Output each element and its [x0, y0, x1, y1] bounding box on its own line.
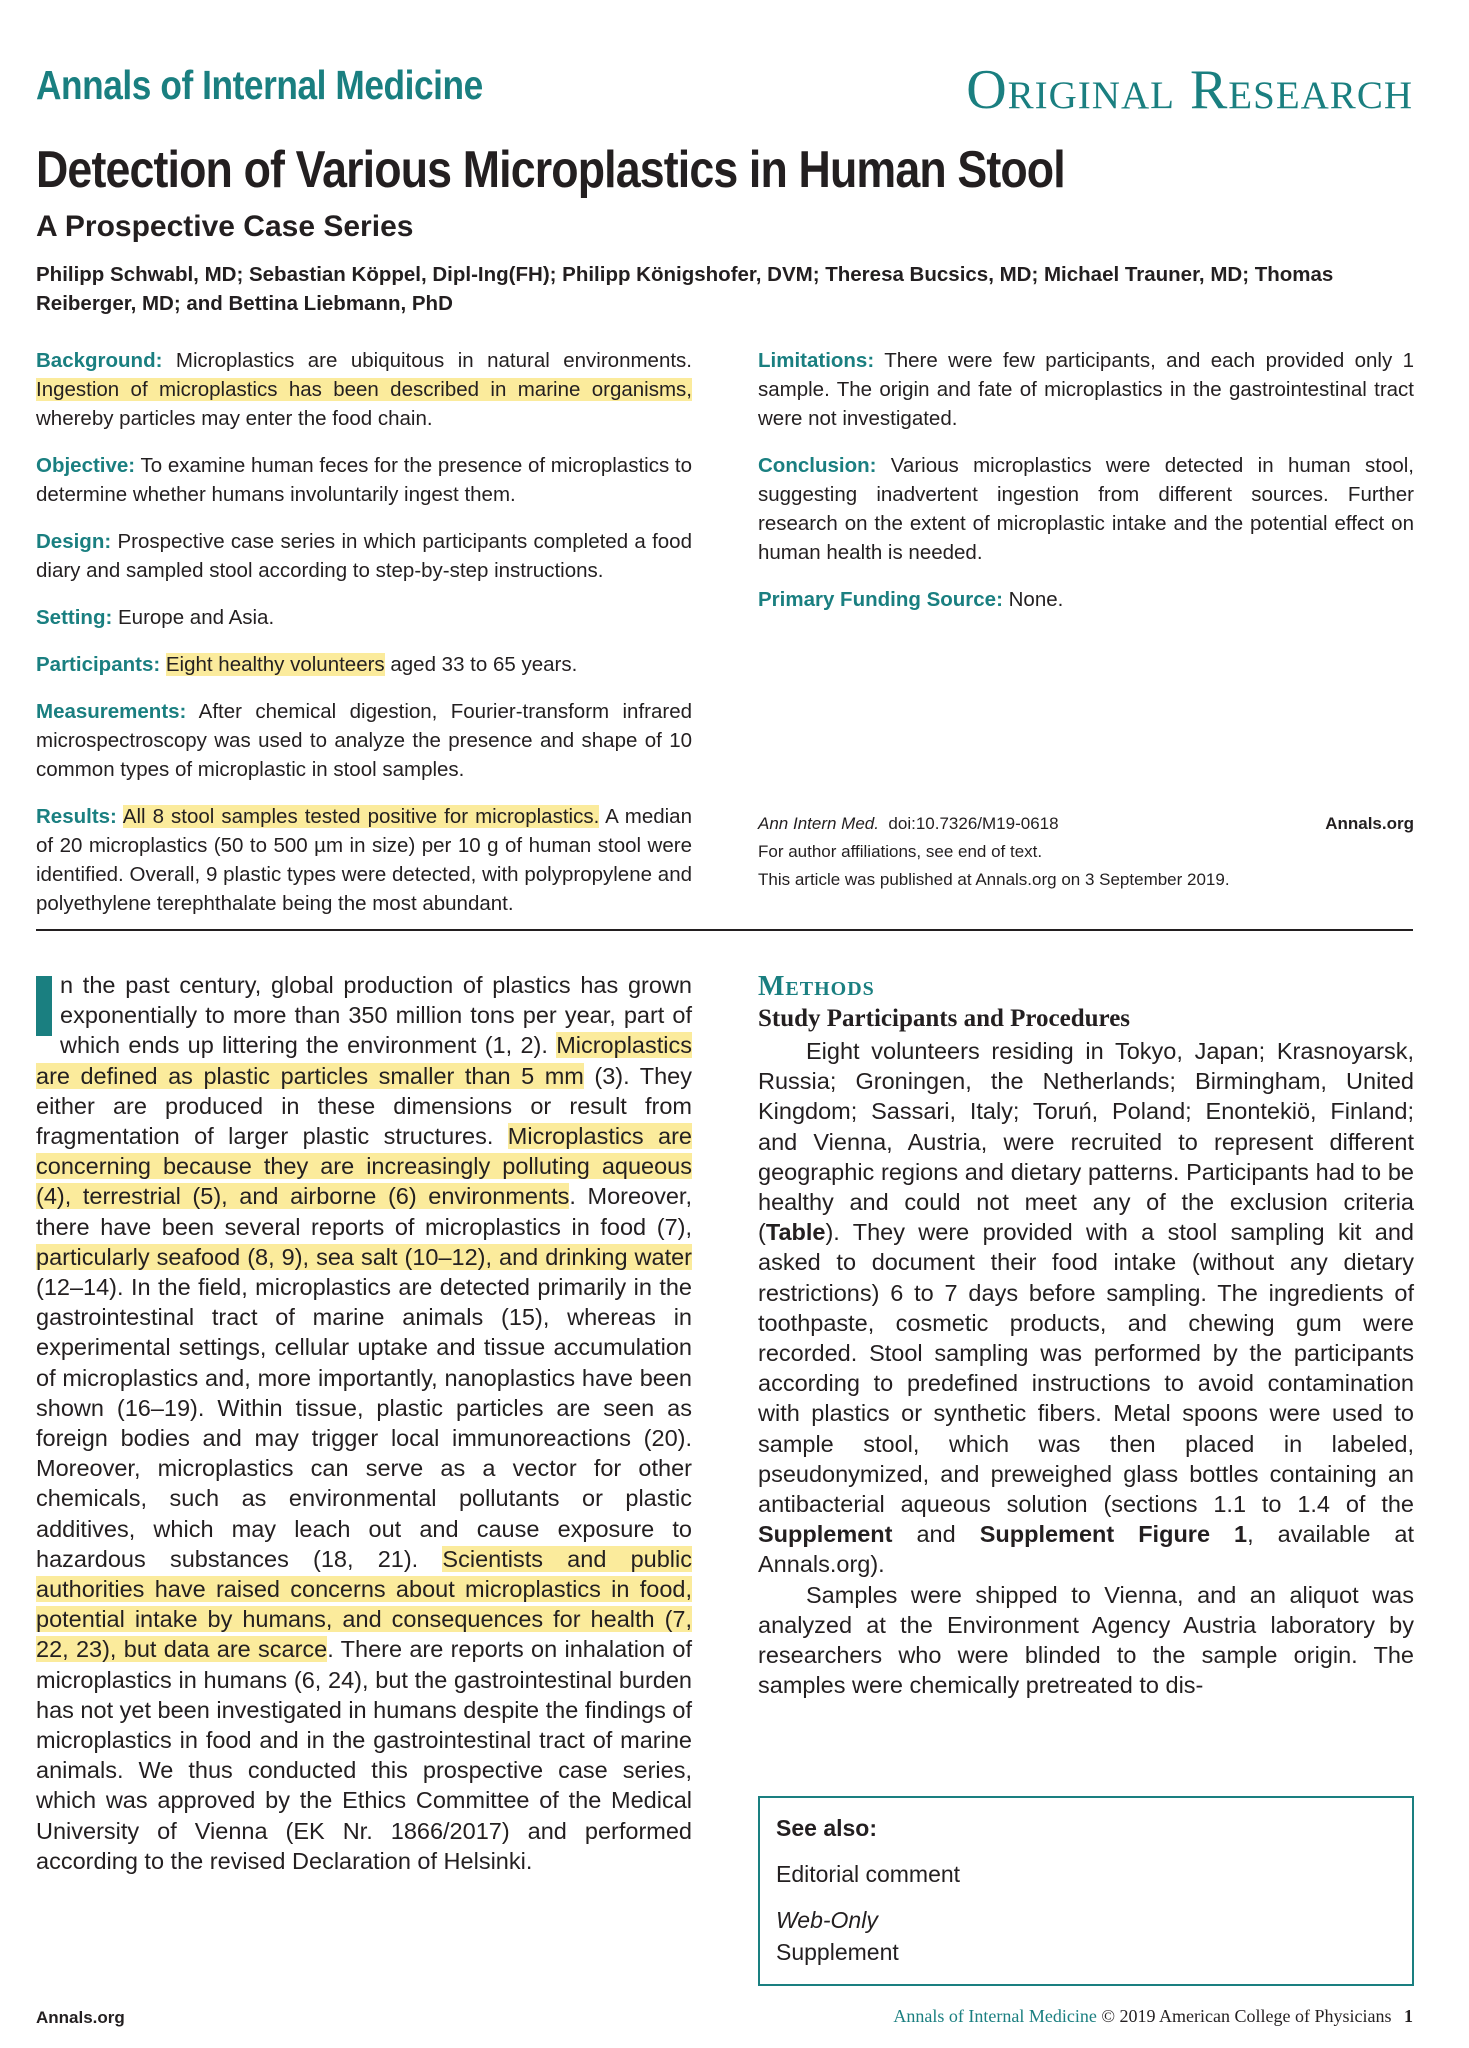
article-title: Detection of Various Microplastics in Human Stool	[36, 141, 1065, 199]
highlight: Ingestion of microplastics has been described in marine organisms,	[36, 378, 692, 401]
supplement-figure-link[interactable]: Supplement Figure 1	[979, 1521, 1248, 1548]
citation-row	[758, 810, 1414, 838]
article-subtitle: A Prospective Case Series	[36, 210, 414, 243]
footer-copyright: © 2019 American College of Physicians	[1101, 2006, 1392, 2026]
abstract-results: Results: All 8 stool samples tested positive for microplastics. A median of 20 microplastics (50 to 500 µm in size) per 10 g of human stool were identified. Overall, 9 plastic types were detected, with polypropylene and polyethylene terephthalate being the most abundant.	[36, 805, 692, 915]
intro-column: n the past century, global production of plastics has grown exponentially to more than 350 million tons per year, part of which ends up littering the environment (1, 2). Microplastics are defined as plastic particles smaller than 5 mm (3). They either are produced in these dimensions or result from fragmentation of larger plastic structures. Microplastics are concerning because they are increasingly polluting aqueous (4), terrestrial (5), and airborne (6) environments. Moreover, there have been several reports of microplastics in food (7), particularly seafood (8, 9), sea salt (10–12), and drinking water (12–14). In the field, microplastics are detected primarily in the gastrointestinal tract of marine animals (15), whereas in experimental settings, cellular uptake and tissue accumulation of microplastics and, more importantly, nanoplastics have been shown (16–19). Within tissue, plastic particles are seen as foreign bodies and may trigger local immunoreactions (20). Moreover, microplastics can serve as a vector for other chemicals, such as environmental pollutants or plastic additives, which may leach out and cause exposure to hazardous substances (18, 21). Scientists and public authorities have raised concerns about microplastics in food, potential intake by humans, and consequences for health (7, 22, 23), but data are scarce. There are reports on inhalation of microplastics in humans (6, 24), but the gastrointestinal burden has not yet been investigated in humans despite the findings of microplastics in food and in the gastrointestinal tract of marine animals. We thus conducted this prospective case series, which was approved by the Ethics Committee of the Medical University of Vienna (EK Nr. 1866/2017) and performed according to the revised Declaration of Helsinki.	[36, 972, 692, 1874]
published-note: This article was published at Annals.org on 3 September 2019.	[758, 870, 1230, 889]
web-only-label: Web-Only	[776, 1907, 878, 1933]
doi[interactable]: doi:10.7326/M19-0618	[888, 814, 1059, 833]
editorial-comment-link[interactable]: Editorial comment	[776, 1861, 961, 1887]
methods-subheading: Study Participants and Procedures	[758, 1005, 1131, 1032]
journal-name: Annals of Internal Medicine	[36, 62, 483, 108]
author-list: Philipp Schwabl, MD; Sebastian Köppel, Dipl-Ing(FH); Philipp Königshofer, DVM; Theresa Bucsics, MD; Michael Trauner, MD; Thomas Reiberger, MD; and Bettina Liebmann, PhD	[36, 263, 1334, 315]
highlight: All 8 stool samples tested positive for microplastics.	[122, 805, 600, 828]
abstract-background: Background: Microplastics are ubiquitous in natural environments. Ingestion of microplastics has been described in marine organisms, whereby particles may enter the food chain.	[36, 349, 692, 430]
section-label: Original Research	[966, 59, 1413, 121]
abstract-left-column	[36, 346, 692, 936]
footer-journal: Annals of Internal Medicine	[893, 2006, 1097, 2026]
page-number: 1	[1404, 2006, 1413, 2026]
citation-block	[758, 810, 1414, 894]
table-link[interactable]: Table	[765, 1219, 826, 1246]
methods-heading: Methods	[758, 971, 875, 1002]
abstract-limitations: Limitations: There were few participants, and each provided only 1 sample. The origin and fate of microplastics in the gastrointestinal tract were not investigated.	[758, 349, 1415, 430]
see-also-title: See also:	[776, 1815, 877, 1841]
abstract-design: Design: Prospective case series in which participants completed a food diary and sampled stool according to step-by-step instructions.	[36, 530, 692, 582]
journal-abbrev: Ann Intern Med.	[758, 814, 879, 833]
abstract-measurements: Measurements: After chemical digestion, Fourier-transform infrared microspectroscopy was used to analyze the presence and shape of 10 common types of microplastic in stool samples.	[36, 700, 692, 781]
dropcap	[36, 976, 52, 1036]
abstract-objective: Objective: To examine human feces for the presence of microplastics to determine whether humans involuntarily ingest them.	[36, 454, 692, 506]
page-header	[36, 58, 1413, 121]
see-also-box	[758, 1796, 1414, 1986]
footer-site[interactable]: Annals.org	[36, 2008, 125, 2027]
section-divider	[36, 929, 1413, 931]
abstract-conclusion: Conclusion: Various microplastics were detected in human stool, suggesting inadvertent ingestion from different sources. Further research on the extent of microplastic intake and the potential effect on human health is needed.	[758, 454, 1414, 564]
highlight: Scientists and public authorities have raised concerns about microplastics in food, potential intake by humans, and consequences for health (7, 22, 23), but data are scarce	[36, 1545, 692, 1663]
highlight: Eight healthy volunteers	[165, 653, 385, 676]
methods-column	[758, 970, 1414, 1700]
abstract-funding: Primary Funding Source: None.	[758, 588, 1064, 611]
site-link[interactable]: Annals.org	[1325, 814, 1414, 833]
supplement-link[interactable]: Supplement	[776, 1939, 899, 1965]
highlight: Microplastics are concerning because they are increasingly polluting aqueous (4), terrestrial (5), and airborne (6) environments	[36, 1123, 692, 1210]
abstract-participants: Participants: Eight healthy volunteers aged 33 to 65 years.	[36, 653, 578, 676]
footer-info	[893, 2006, 1413, 2027]
supplement-link[interactable]: Supplement	[758, 1521, 893, 1548]
affiliations-note: For author affiliations, see end of text.	[758, 842, 1043, 861]
methods-paragraph: Eight volunteers residing in Tokyo, Japan; Krasnoyarsk, Russia; Groningen, the Netherlands; Birmingham, United Kingdom; Sassari, Italy; Toruń, Poland; Enontekiö, Finland; and Vienna, Austria, were recruited to represent different geographic regions and dietary patterns. Participants had to be healthy and could not meet any of the exclusion criteria (Table). They were provided with a stool sampling kit and asked to document their food intake (without any dietary restrictions) 6 to 7 days before sampling. The ingredients of toothpaste, cosmetic products, and chewing gum were recorded. Stool sampling was performed by the participants according to predefined instructions to avoid contamination with plastics or synthetic fibers. Metal spoons were used to sample stool, which was then placed in labeled, pseudonymized, and preweighed glass bottles containing an antibacterial aqueous solution (sections 1.1 to 1.4 of the Supplement and Supplement Figure 1, available at Annals.org).	[758, 1038, 1414, 1578]
methods-paragraph: Samples were shipped to Vienna, and an aliquot was analyzed at the Environment Agency Austria laboratory by researchers who were blinded to the sample origin. The samples were chemically pretreated to dis-	[758, 1581, 1414, 1699]
abstract-right-column	[758, 346, 1414, 632]
abstract-setting: Setting: Europe and Asia.	[36, 606, 275, 629]
highlight: particularly seafood (8, 9), sea salt (10–12), and drinking water	[36, 1243, 692, 1270]
highlight: Microplastics are defined as plastic particles smaller than 5 mm	[36, 1032, 692, 1089]
